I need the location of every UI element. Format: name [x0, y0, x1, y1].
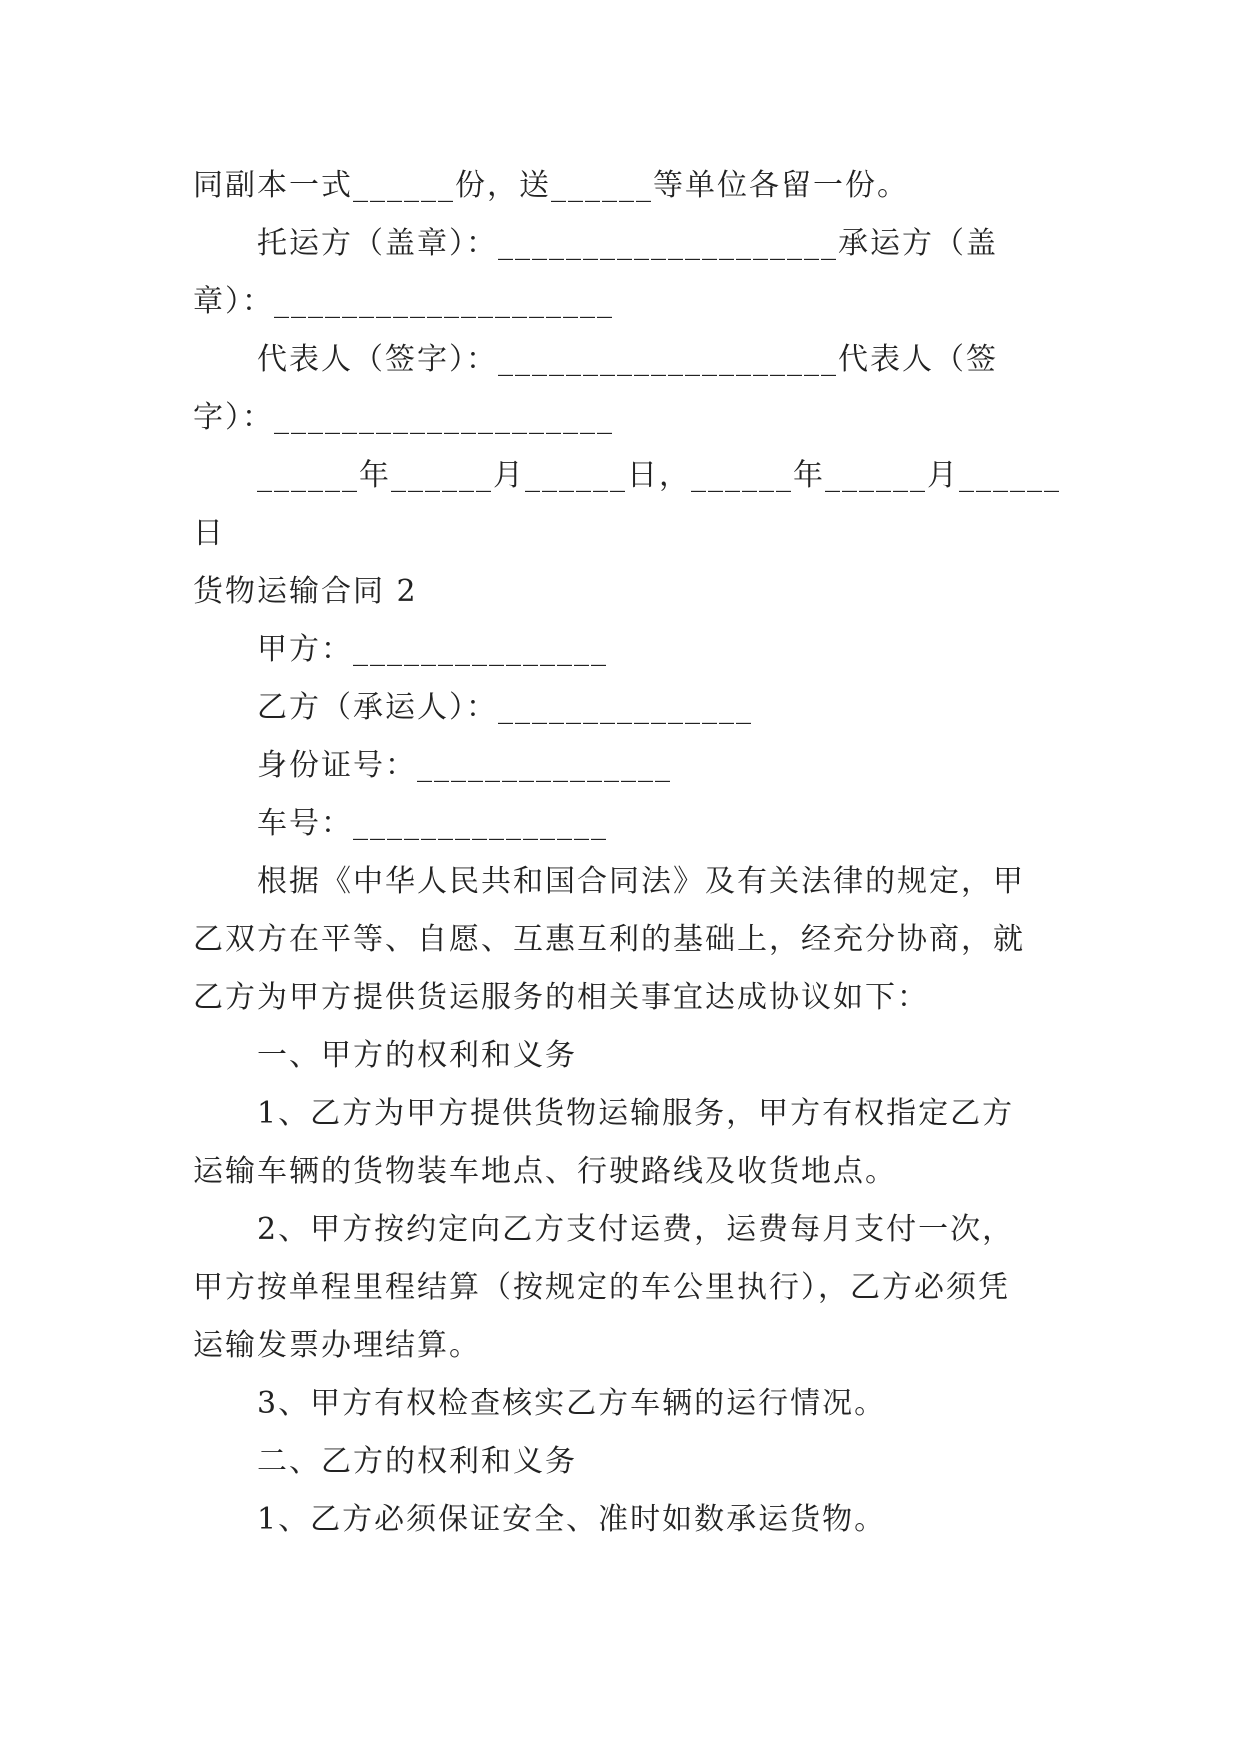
text-line: 同副本一式______份，送______等单位各留一份。 — [193, 168, 909, 203]
text-line: 甲方按单程里程结算（按规定的车公里执行），乙方必须凭 — [193, 1270, 1010, 1305]
text-line: 1、乙方必须保证安全、准时如数承运货物。 — [257, 1502, 887, 1537]
text-line: 身份证号：_______________ — [257, 748, 672, 783]
text-line: 乙双方在平等、自愿、互惠互利的基础上，经充分协商，就 — [193, 922, 1025, 957]
text-line: 运输车辆的货物装车地点、行驶路线及收货地点。 — [193, 1154, 897, 1189]
text-line: 章）：____________________ — [193, 284, 614, 319]
section-heading: 一、甲方的权利和义务 — [257, 1038, 577, 1073]
text-line: 乙方为甲方提供货运服务的相关事宜达成协议如下： — [193, 980, 929, 1015]
text-line: 2、甲方按约定向乙方支付运费，运费每月支付一次， — [257, 1212, 1015, 1247]
section-title: 货物运输合同 2 — [193, 574, 418, 609]
text-line: 车号：_______________ — [257, 806, 608, 841]
text-line: 甲方：_______________ — [257, 632, 608, 667]
text-line: 代表人（签字）：____________________代表人（签 — [257, 342, 998, 377]
text-line: 3、甲方有权检查核实乙方车辆的运行情况。 — [257, 1386, 887, 1421]
text-line: 运输发票办理结算。 — [193, 1328, 481, 1363]
text-line: 日 — [193, 516, 225, 551]
text-line: 字）：____________________ — [193, 400, 614, 435]
section-heading: 二、乙方的权利和义务 — [257, 1444, 577, 1479]
text-line: 1、乙方为甲方提供货物运输服务，甲方有权指定乙方 — [257, 1096, 1015, 1131]
text-line: ______年______月______日，______年______月______ — [257, 458, 1061, 493]
text-line: 托运方（盖章）：____________________承运方（盖 — [257, 226, 998, 261]
text-line: 根据《中华人民共和国合同法》及有关法律的规定，甲 — [257, 864, 1025, 899]
text-line: 乙方（承运人）：_______________ — [257, 690, 753, 725]
